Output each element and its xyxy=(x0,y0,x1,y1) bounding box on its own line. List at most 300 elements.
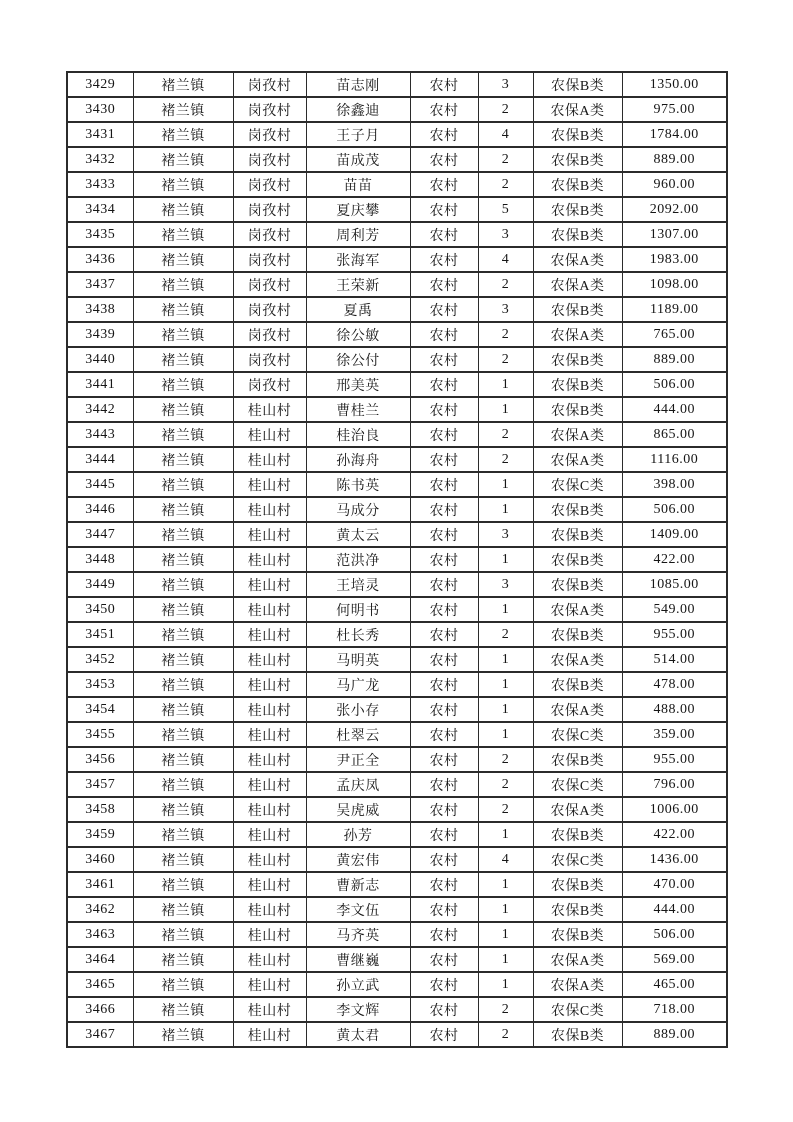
amount-cell: 1436.00 xyxy=(622,847,727,872)
household-type-cell: 农村 xyxy=(410,597,478,622)
amount-cell: 1409.00 xyxy=(622,522,727,547)
person-name-cell: 曹桂兰 xyxy=(306,397,410,422)
village-cell: 桂山村 xyxy=(233,522,306,547)
table-row xyxy=(67,147,727,172)
serial-number-cell: 3440 xyxy=(67,347,133,372)
person-count-cell: 2 xyxy=(478,322,533,347)
village-cell: 桂山村 xyxy=(233,447,306,472)
table-row xyxy=(67,472,727,497)
amount-cell: 796.00 xyxy=(622,772,727,797)
town-cell: 褚兰镇 xyxy=(133,897,233,922)
insurance-category-cell: 农保A类 xyxy=(533,97,622,122)
household-type-cell: 农村 xyxy=(410,97,478,122)
person-name-cell: 孙海舟 xyxy=(306,447,410,472)
town-cell: 褚兰镇 xyxy=(133,172,233,197)
serial-number-cell: 3458 xyxy=(67,797,133,822)
insurance-category-cell: 农保B类 xyxy=(533,397,622,422)
person-count-cell: 1 xyxy=(478,597,533,622)
household-type-cell: 农村 xyxy=(410,997,478,1022)
serial-number-cell: 3454 xyxy=(67,697,133,722)
insurance-category-cell: 农保B类 xyxy=(533,822,622,847)
person-name-cell: 王子月 xyxy=(306,122,410,147)
table-row xyxy=(67,947,727,972)
insurance-category-cell: 农保B类 xyxy=(533,222,622,247)
insurance-category-cell: 农保A类 xyxy=(533,272,622,297)
table-row xyxy=(67,372,727,397)
town-cell: 褚兰镇 xyxy=(133,322,233,347)
table-row xyxy=(67,697,727,722)
person-name-cell: 徐公敏 xyxy=(306,322,410,347)
amount-cell: 1006.00 xyxy=(622,797,727,822)
household-type-cell: 农村 xyxy=(410,772,478,797)
table-row xyxy=(67,497,727,522)
insurance-category-cell: 农保C类 xyxy=(533,472,622,497)
person-count-cell: 2 xyxy=(478,622,533,647)
village-cell: 桂山村 xyxy=(233,847,306,872)
serial-number-cell: 3462 xyxy=(67,897,133,922)
village-cell: 岗孜村 xyxy=(233,372,306,397)
table-row xyxy=(67,72,727,97)
amount-cell: 506.00 xyxy=(622,372,727,397)
village-cell: 桂山村 xyxy=(233,1022,306,1047)
table-row xyxy=(67,1022,727,1047)
village-cell: 桂山村 xyxy=(233,672,306,697)
amount-cell: 549.00 xyxy=(622,597,727,622)
serial-number-cell: 3449 xyxy=(67,572,133,597)
amount-cell: 1983.00 xyxy=(622,247,727,272)
amount-cell: 960.00 xyxy=(622,172,727,197)
amount-cell: 444.00 xyxy=(622,397,727,422)
town-cell: 褚兰镇 xyxy=(133,1022,233,1047)
town-cell: 褚兰镇 xyxy=(133,822,233,847)
person-count-cell: 1 xyxy=(478,972,533,997)
person-count-cell: 2 xyxy=(478,347,533,372)
village-cell: 岗孜村 xyxy=(233,222,306,247)
serial-number-cell: 3460 xyxy=(67,847,133,872)
insurance-category-cell: 农保C类 xyxy=(533,772,622,797)
town-cell: 褚兰镇 xyxy=(133,947,233,972)
table-row xyxy=(67,872,727,897)
town-cell: 褚兰镇 xyxy=(133,472,233,497)
serial-number-cell: 3451 xyxy=(67,622,133,647)
insurance-roster-table xyxy=(66,71,728,1048)
person-name-cell: 邢美英 xyxy=(306,372,410,397)
serial-number-cell: 3467 xyxy=(67,1022,133,1047)
person-name-cell: 黄太君 xyxy=(306,1022,410,1047)
household-type-cell: 农村 xyxy=(410,247,478,272)
insurance-category-cell: 农保A类 xyxy=(533,247,622,272)
person-count-cell: 2 xyxy=(478,147,533,172)
person-name-cell: 孙立武 xyxy=(306,972,410,997)
village-cell: 桂山村 xyxy=(233,547,306,572)
household-type-cell: 农村 xyxy=(410,622,478,647)
person-name-cell: 徐鑫迪 xyxy=(306,97,410,122)
person-name-cell: 孙芳 xyxy=(306,822,410,847)
table-row xyxy=(67,197,727,222)
household-type-cell: 农村 xyxy=(410,722,478,747)
amount-cell: 1098.00 xyxy=(622,272,727,297)
household-type-cell: 农村 xyxy=(410,147,478,172)
table-row xyxy=(67,97,727,122)
person-count-cell: 1 xyxy=(478,947,533,972)
household-type-cell: 农村 xyxy=(410,297,478,322)
town-cell: 褚兰镇 xyxy=(133,572,233,597)
town-cell: 褚兰镇 xyxy=(133,647,233,672)
person-name-cell: 周利芳 xyxy=(306,222,410,247)
household-type-cell: 农村 xyxy=(410,897,478,922)
person-count-cell: 2 xyxy=(478,997,533,1022)
insurance-category-cell: 农保B类 xyxy=(533,897,622,922)
serial-number-cell: 3444 xyxy=(67,447,133,472)
town-cell: 褚兰镇 xyxy=(133,522,233,547)
serial-number-cell: 3438 xyxy=(67,297,133,322)
town-cell: 褚兰镇 xyxy=(133,422,233,447)
amount-cell: 569.00 xyxy=(622,947,727,972)
person-count-cell: 5 xyxy=(478,197,533,222)
person-count-cell: 1 xyxy=(478,397,533,422)
person-count-cell: 2 xyxy=(478,272,533,297)
insurance-category-cell: 农保A类 xyxy=(533,697,622,722)
person-name-cell: 苗成茂 xyxy=(306,147,410,172)
person-count-cell: 3 xyxy=(478,72,533,97)
town-cell: 褚兰镇 xyxy=(133,747,233,772)
town-cell: 褚兰镇 xyxy=(133,622,233,647)
amount-cell: 488.00 xyxy=(622,697,727,722)
person-count-cell: 3 xyxy=(478,572,533,597)
table-row xyxy=(67,522,727,547)
table-row xyxy=(67,347,727,372)
household-type-cell: 农村 xyxy=(410,872,478,897)
table-row xyxy=(67,572,727,597)
person-count-cell: 4 xyxy=(478,847,533,872)
town-cell: 褚兰镇 xyxy=(133,797,233,822)
person-count-cell: 4 xyxy=(478,122,533,147)
person-name-cell: 马明英 xyxy=(306,647,410,672)
person-name-cell: 陈书英 xyxy=(306,472,410,497)
town-cell: 褚兰镇 xyxy=(133,147,233,172)
table-row xyxy=(67,397,727,422)
serial-number-cell: 3459 xyxy=(67,822,133,847)
amount-cell: 718.00 xyxy=(622,997,727,1022)
amount-cell: 470.00 xyxy=(622,872,727,897)
town-cell: 褚兰镇 xyxy=(133,122,233,147)
town-cell: 褚兰镇 xyxy=(133,97,233,122)
person-name-cell: 王荣新 xyxy=(306,272,410,297)
person-count-cell: 1 xyxy=(478,872,533,897)
serial-number-cell: 3431 xyxy=(67,122,133,147)
household-type-cell: 农村 xyxy=(410,272,478,297)
table-row xyxy=(67,422,727,447)
amount-cell: 1085.00 xyxy=(622,572,727,597)
serial-number-cell: 3452 xyxy=(67,647,133,672)
amount-cell: 359.00 xyxy=(622,722,727,747)
household-type-cell: 农村 xyxy=(410,397,478,422)
town-cell: 褚兰镇 xyxy=(133,197,233,222)
household-type-cell: 农村 xyxy=(410,947,478,972)
person-name-cell: 何明书 xyxy=(306,597,410,622)
person-name-cell: 王培灵 xyxy=(306,572,410,597)
person-count-cell: 4 xyxy=(478,247,533,272)
amount-cell: 398.00 xyxy=(622,472,727,497)
insurance-category-cell: 农保A类 xyxy=(533,947,622,972)
serial-number-cell: 3448 xyxy=(67,547,133,572)
person-count-cell: 1 xyxy=(478,547,533,572)
amount-cell: 1307.00 xyxy=(622,222,727,247)
person-count-cell: 2 xyxy=(478,422,533,447)
household-type-cell: 农村 xyxy=(410,447,478,472)
person-name-cell: 黄太云 xyxy=(306,522,410,547)
person-name-cell: 桂治良 xyxy=(306,422,410,447)
insurance-category-cell: 农保B类 xyxy=(533,122,622,147)
village-cell: 桂山村 xyxy=(233,797,306,822)
village-cell: 岗孜村 xyxy=(233,322,306,347)
household-type-cell: 农村 xyxy=(410,222,478,247)
insurance-category-cell: 农保B类 xyxy=(533,672,622,697)
village-cell: 桂山村 xyxy=(233,822,306,847)
village-cell: 桂山村 xyxy=(233,597,306,622)
village-cell: 桂山村 xyxy=(233,647,306,672)
household-type-cell: 农村 xyxy=(410,422,478,447)
insurance-category-cell: 农保B类 xyxy=(533,297,622,322)
person-name-cell: 张小存 xyxy=(306,697,410,722)
person-count-cell: 1 xyxy=(478,897,533,922)
amount-cell: 865.00 xyxy=(622,422,727,447)
village-cell: 岗孜村 xyxy=(233,272,306,297)
table-row xyxy=(67,172,727,197)
village-cell: 岗孜村 xyxy=(233,247,306,272)
village-cell: 桂山村 xyxy=(233,947,306,972)
table-row xyxy=(67,597,727,622)
table-row xyxy=(67,547,727,572)
insurance-category-cell: 农保A类 xyxy=(533,447,622,472)
household-type-cell: 农村 xyxy=(410,847,478,872)
table-row xyxy=(67,322,727,347)
village-cell: 桂山村 xyxy=(233,722,306,747)
household-type-cell: 农村 xyxy=(410,372,478,397)
town-cell: 褚兰镇 xyxy=(133,347,233,372)
insurance-category-cell: 农保C类 xyxy=(533,997,622,1022)
amount-cell: 422.00 xyxy=(622,822,727,847)
insurance-category-cell: 农保B类 xyxy=(533,347,622,372)
table-row xyxy=(67,647,727,672)
person-count-cell: 2 xyxy=(478,97,533,122)
town-cell: 褚兰镇 xyxy=(133,72,233,97)
household-type-cell: 农村 xyxy=(410,347,478,372)
household-type-cell: 农村 xyxy=(410,197,478,222)
person-count-cell: 2 xyxy=(478,1022,533,1047)
household-type-cell: 农村 xyxy=(410,122,478,147)
insurance-category-cell: 农保C类 xyxy=(533,847,622,872)
amount-cell: 2092.00 xyxy=(622,197,727,222)
town-cell: 褚兰镇 xyxy=(133,772,233,797)
town-cell: 褚兰镇 xyxy=(133,372,233,397)
amount-cell: 1350.00 xyxy=(622,72,727,97)
household-type-cell: 农村 xyxy=(410,497,478,522)
amount-cell: 465.00 xyxy=(622,972,727,997)
amount-cell: 975.00 xyxy=(622,97,727,122)
table-row xyxy=(67,247,727,272)
person-name-cell: 尹正全 xyxy=(306,747,410,772)
village-cell: 桂山村 xyxy=(233,997,306,1022)
serial-number-cell: 3429 xyxy=(67,72,133,97)
person-count-cell: 1 xyxy=(478,672,533,697)
table-row xyxy=(67,722,727,747)
serial-number-cell: 3445 xyxy=(67,472,133,497)
amount-cell: 506.00 xyxy=(622,497,727,522)
serial-number-cell: 3464 xyxy=(67,947,133,972)
person-count-cell: 3 xyxy=(478,222,533,247)
amount-cell: 889.00 xyxy=(622,1022,727,1047)
serial-number-cell: 3466 xyxy=(67,997,133,1022)
town-cell: 褚兰镇 xyxy=(133,722,233,747)
town-cell: 褚兰镇 xyxy=(133,697,233,722)
serial-number-cell: 3457 xyxy=(67,772,133,797)
person-count-cell: 1 xyxy=(478,472,533,497)
serial-number-cell: 3455 xyxy=(67,722,133,747)
person-count-cell: 3 xyxy=(478,297,533,322)
serial-number-cell: 3432 xyxy=(67,147,133,172)
insurance-category-cell: 农保A类 xyxy=(533,422,622,447)
person-count-cell: 1 xyxy=(478,822,533,847)
person-name-cell: 杜长秀 xyxy=(306,622,410,647)
serial-number-cell: 3434 xyxy=(67,197,133,222)
person-name-cell: 曹继巍 xyxy=(306,947,410,972)
table-row xyxy=(67,622,727,647)
insurance-category-cell: 农保B类 xyxy=(533,372,622,397)
serial-number-cell: 3437 xyxy=(67,272,133,297)
village-cell: 岗孜村 xyxy=(233,122,306,147)
insurance-category-cell: 农保A类 xyxy=(533,972,622,997)
table-row xyxy=(67,772,727,797)
person-count-cell: 2 xyxy=(478,172,533,197)
household-type-cell: 农村 xyxy=(410,72,478,97)
serial-number-cell: 3463 xyxy=(67,922,133,947)
amount-cell: 1116.00 xyxy=(622,447,727,472)
table-row xyxy=(67,897,727,922)
person-count-cell: 2 xyxy=(478,772,533,797)
insurance-category-cell: 农保C类 xyxy=(533,722,622,747)
town-cell: 褚兰镇 xyxy=(133,847,233,872)
insurance-category-cell: 农保A类 xyxy=(533,797,622,822)
village-cell: 岗孜村 xyxy=(233,97,306,122)
village-cell: 岗孜村 xyxy=(233,197,306,222)
village-cell: 岗孜村 xyxy=(233,72,306,97)
village-cell: 岗孜村 xyxy=(233,297,306,322)
town-cell: 褚兰镇 xyxy=(133,222,233,247)
insurance-category-cell: 农保B类 xyxy=(533,922,622,947)
village-cell: 桂山村 xyxy=(233,872,306,897)
town-cell: 褚兰镇 xyxy=(133,497,233,522)
amount-cell: 955.00 xyxy=(622,622,727,647)
insurance-category-cell: 农保B类 xyxy=(533,147,622,172)
village-cell: 桂山村 xyxy=(233,472,306,497)
table-row xyxy=(67,922,727,947)
person-name-cell: 苗苗 xyxy=(306,172,410,197)
amount-cell: 765.00 xyxy=(622,322,727,347)
amount-cell: 514.00 xyxy=(622,647,727,672)
household-type-cell: 农村 xyxy=(410,922,478,947)
table-row xyxy=(67,797,727,822)
household-type-cell: 农村 xyxy=(410,647,478,672)
village-cell: 桂山村 xyxy=(233,772,306,797)
insurance-category-cell: 农保A类 xyxy=(533,597,622,622)
serial-number-cell: 3441 xyxy=(67,372,133,397)
serial-number-cell: 3453 xyxy=(67,672,133,697)
village-cell: 桂山村 xyxy=(233,922,306,947)
insurance-category-cell: 农保B类 xyxy=(533,522,622,547)
serial-number-cell: 3465 xyxy=(67,972,133,997)
household-type-cell: 农村 xyxy=(410,822,478,847)
serial-number-cell: 3439 xyxy=(67,322,133,347)
person-count-cell: 2 xyxy=(478,797,533,822)
town-cell: 褚兰镇 xyxy=(133,672,233,697)
insurance-category-cell: 农保A类 xyxy=(533,647,622,672)
insurance-category-cell: 农保B类 xyxy=(533,872,622,897)
person-name-cell: 张海军 xyxy=(306,247,410,272)
person-name-cell: 夏庆攀 xyxy=(306,197,410,222)
town-cell: 褚兰镇 xyxy=(133,397,233,422)
insurance-category-cell: 农保B类 xyxy=(533,497,622,522)
town-cell: 褚兰镇 xyxy=(133,922,233,947)
person-count-cell: 1 xyxy=(478,497,533,522)
person-count-cell: 1 xyxy=(478,647,533,672)
household-type-cell: 农村 xyxy=(410,547,478,572)
amount-cell: 444.00 xyxy=(622,897,727,922)
table-row xyxy=(67,672,727,697)
town-cell: 褚兰镇 xyxy=(133,997,233,1022)
town-cell: 褚兰镇 xyxy=(133,272,233,297)
table-row xyxy=(67,972,727,997)
serial-number-cell: 3446 xyxy=(67,497,133,522)
amount-cell: 478.00 xyxy=(622,672,727,697)
insurance-category-cell: 农保B类 xyxy=(533,172,622,197)
village-cell: 岗孜村 xyxy=(233,147,306,172)
person-name-cell: 马广龙 xyxy=(306,672,410,697)
household-type-cell: 农村 xyxy=(410,572,478,597)
insurance-category-cell: 农保B类 xyxy=(533,197,622,222)
person-count-cell: 1 xyxy=(478,697,533,722)
village-cell: 桂山村 xyxy=(233,622,306,647)
table-row xyxy=(67,122,727,147)
village-cell: 桂山村 xyxy=(233,497,306,522)
household-type-cell: 农村 xyxy=(410,522,478,547)
serial-number-cell: 3456 xyxy=(67,747,133,772)
village-cell: 岗孜村 xyxy=(233,347,306,372)
table-row xyxy=(67,822,727,847)
person-name-cell: 曹新志 xyxy=(306,872,410,897)
table-body xyxy=(67,72,727,1047)
household-type-cell: 农村 xyxy=(410,672,478,697)
person-name-cell: 黄宏伟 xyxy=(306,847,410,872)
household-type-cell: 农村 xyxy=(410,322,478,347)
amount-cell: 889.00 xyxy=(622,147,727,172)
person-name-cell: 马齐英 xyxy=(306,922,410,947)
household-type-cell: 农村 xyxy=(410,1022,478,1047)
insurance-category-cell: 农保B类 xyxy=(533,1022,622,1047)
village-cell: 桂山村 xyxy=(233,747,306,772)
village-cell: 桂山村 xyxy=(233,572,306,597)
table-row xyxy=(67,847,727,872)
household-type-cell: 农村 xyxy=(410,797,478,822)
insurance-category-cell: 农保B类 xyxy=(533,547,622,572)
household-type-cell: 农村 xyxy=(410,172,478,197)
serial-number-cell: 3435 xyxy=(67,222,133,247)
amount-cell: 1784.00 xyxy=(622,122,727,147)
person-name-cell: 吴虎威 xyxy=(306,797,410,822)
household-type-cell: 农村 xyxy=(410,697,478,722)
serial-number-cell: 3442 xyxy=(67,397,133,422)
person-count-cell: 1 xyxy=(478,922,533,947)
